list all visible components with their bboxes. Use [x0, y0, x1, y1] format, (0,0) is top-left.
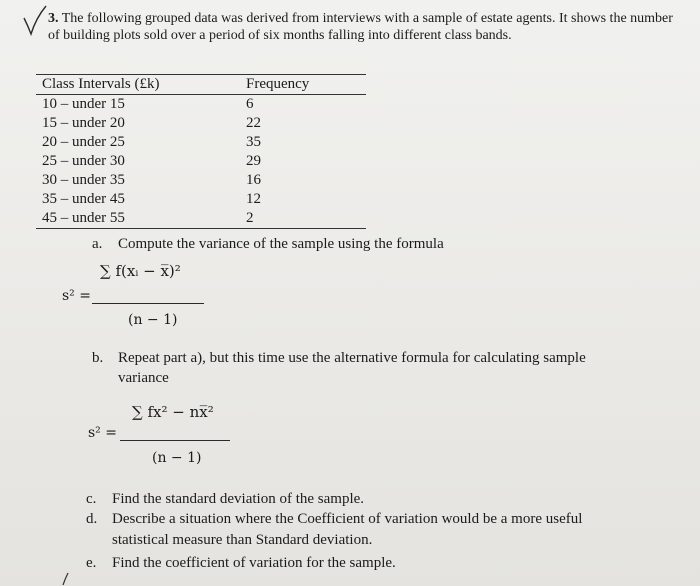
part-a-text: Compute the variance of the sample using the formula [118, 236, 444, 252]
part-e [86, 554, 396, 573]
table-row [36, 190, 366, 209]
formula-b-numerator: ∑ fx² − nx̅² [132, 403, 214, 421]
part-e-letter: e. [86, 555, 97, 571]
frequency-cell: 29 [246, 153, 261, 169]
frequency-cell: 12 [246, 191, 261, 207]
part-e-text: Find the coefficient of variation for the sample. [112, 555, 396, 571]
frequency-cell: 16 [246, 172, 261, 188]
part-d-text-line2: statistical measure than Standard deviation. [112, 532, 373, 548]
frequency-cell: 2 [246, 209, 366, 229]
part-b [92, 349, 586, 368]
header-class-intervals: Class Intervals (£k) [36, 75, 246, 95]
interval-cell: 15 – under 20 [42, 115, 125, 131]
part-c-letter: c. [86, 491, 97, 507]
frequency-cell: 6 [246, 96, 254, 112]
question-intro-text: The following grouped data was derived from interviews with a sample of estate agents. It shows the number of building plots sold over a period of six months falling into different class bands. [48, 11, 673, 43]
interval-cell: 20 – under 25 [42, 134, 125, 150]
interval-cell: 30 – under 35 [42, 172, 125, 188]
part-c [86, 490, 364, 509]
table-row [36, 114, 366, 133]
formula-a-numerator: ∑ f(xᵢ − x̅)² [100, 262, 181, 280]
checkmark-icon [22, 4, 48, 38]
question-number: 3. [48, 11, 59, 26]
frequency-cell: 22 [246, 115, 261, 131]
part-b-text-line2: variance [118, 370, 169, 386]
frequency-cell: 35 [246, 134, 261, 150]
interval-cell: 10 – under 15 [42, 96, 125, 112]
part-d-text-line1: Describe a situation where the Coefficient of variation would be a more useful [112, 511, 583, 527]
table-row [36, 209, 366, 229]
table-row [36, 133, 366, 152]
table-row [36, 171, 366, 190]
formula-b-lhs: s² = [88, 425, 117, 441]
part-b-text-line1: Repeat part a), but this time use the alternative formula for calculating sample [118, 350, 586, 366]
part-d [86, 510, 582, 529]
formula-a-fraction-line [92, 303, 204, 304]
part-d-continued [112, 531, 372, 550]
interval-cell: 35 – under 45 [42, 191, 125, 207]
part-c-text: Find the standard deviation of the sample. [112, 491, 365, 507]
formula-a-lhs: s² = [62, 288, 91, 304]
frequency-table [36, 74, 366, 229]
table-header-row [36, 75, 366, 95]
formula-b-fraction-line [120, 440, 230, 441]
part-a [92, 235, 444, 254]
interval-cell: 45 – under 55 [36, 209, 246, 229]
formula-a-denominator: (n − 1) [128, 312, 178, 328]
formula-b-denominator: (n − 1) [152, 450, 202, 466]
part-b-continued [118, 369, 169, 388]
table-row [36, 95, 366, 115]
part-d-letter: d. [86, 511, 98, 527]
interval-cell: 25 – under 30 [42, 153, 125, 169]
question-intro [48, 10, 688, 44]
table-row [36, 152, 366, 171]
pen-mark-icon [60, 572, 72, 586]
header-frequency: Frequency [246, 75, 366, 95]
part-b-letter: b. [92, 350, 104, 366]
part-a-letter: a. [92, 236, 103, 252]
